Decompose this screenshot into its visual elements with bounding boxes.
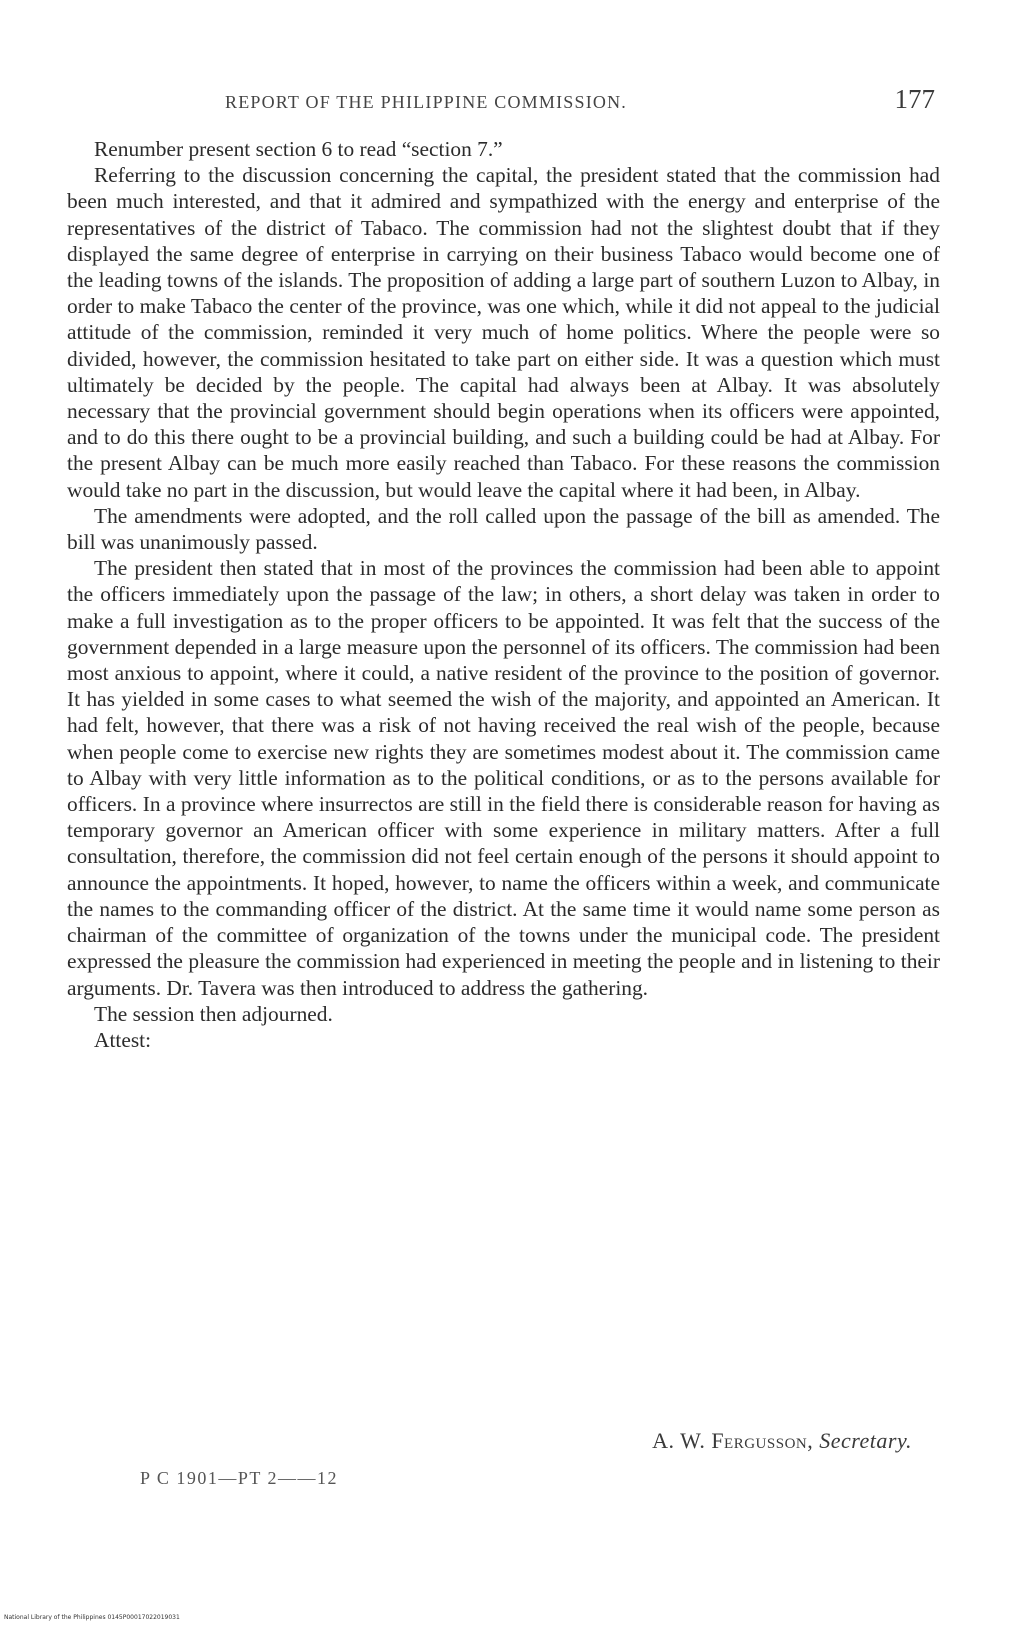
report-body bbox=[67, 136, 940, 1053]
printer-signature-mark: P C 1901—PT 2——12 bbox=[140, 1468, 339, 1488]
signature bbox=[652, 1428, 912, 1454]
paragraph-renumber: Renumber present section 6 to read “section 7.” bbox=[94, 137, 503, 161]
paragraph-appointments: The president then stated that in most of the provinces the commission had been able to appoint the officers immediately upon the passage of the law; in others, a short delay was taken in order to make a full investigation as to the proper officers to be appointed. It was felt that the success of the government depended in a large measure upon the personnel of its officers. The commission had been most anxious to appoint, where it could, a native resident of the province to the position of governor. It has yielded in some cases to what seemed the wish of the majority, and appointed an American. It had felt, however, that there was a risk of not having received the real wish of the people, because when people come to exercise new rights they are sometimes modest about it. The commission came to Albay with very little information as to the political conditions, or as to the persons available for officers. In a province where insurrectos are still in the field there is considerable reason for having as temporary governor an American officer with some experience in military matters. After a full consultation, therefore, the commission did not feel certain enough of the persons it should appoint to announce the appointments. It hoped, however, to name the officers within a week, and communicate the names to the commanding officer of the district. At the same time it would name some person as chairman of the committee of organization of the towns under the municipal code. The president expressed the pleasure the commission had experienced in meeting the people and in listening to their arguments. Dr. Tavera was then introduced to address the gathering. bbox=[67, 556, 940, 1000]
page-header bbox=[90, 84, 935, 116]
paragraph-attest: Attest: bbox=[94, 1027, 152, 1052]
page-number: 177 bbox=[894, 84, 935, 114]
paragraph-amendments: The amendments were adopted, and the roll called upon the passage of the bill as amended. The bill was unanimously passed. bbox=[67, 503, 940, 555]
paragraph-capital: Referring to the discussion concerning the capital, the president stated that the commission had been much interested, and that it admired and sympathized with the energy and enterprise of the representatives of the district of Tabaco. The commission had not the slightest doubt that if they displayed the same degree of enterprise in carrying on their business Tabaco would become one of the leading towns of the islands. The proposition of adding a large part of southern Luzon to Albay, in order to make Tabaco the center of the province, was one which, while it did not appeal to the judicial attitude of the commission, reminded it very much of home politics. Where the people were so divided, however, the commission hesitated to take part on either side. It was a question which must ultimately be decided by the people. The capital had always been at Albay. It was absolutely necessary that the provincial government should begin operations when its officers were appointed, and to do this there ought to be a provincial building, and such a building could be had at Albay. For the present Albay can be much more easily reached than Tabaco. For these reasons the commission would take no part in the discussion, but would leave the capital where it had been, in Albay. bbox=[67, 163, 940, 502]
scan-credit: National Library of the Philippines 0145P00017022019031 bbox=[4, 1614, 180, 1621]
running-head: REPORT OF THE PHILIPPINE COMMISSION. bbox=[225, 92, 628, 112]
paragraph-adjourned: The session then adjourned. bbox=[94, 1001, 333, 1026]
signatory-title: Secretary. bbox=[819, 1428, 912, 1453]
signatory-name: A. W. Fergusson, bbox=[652, 1428, 814, 1453]
